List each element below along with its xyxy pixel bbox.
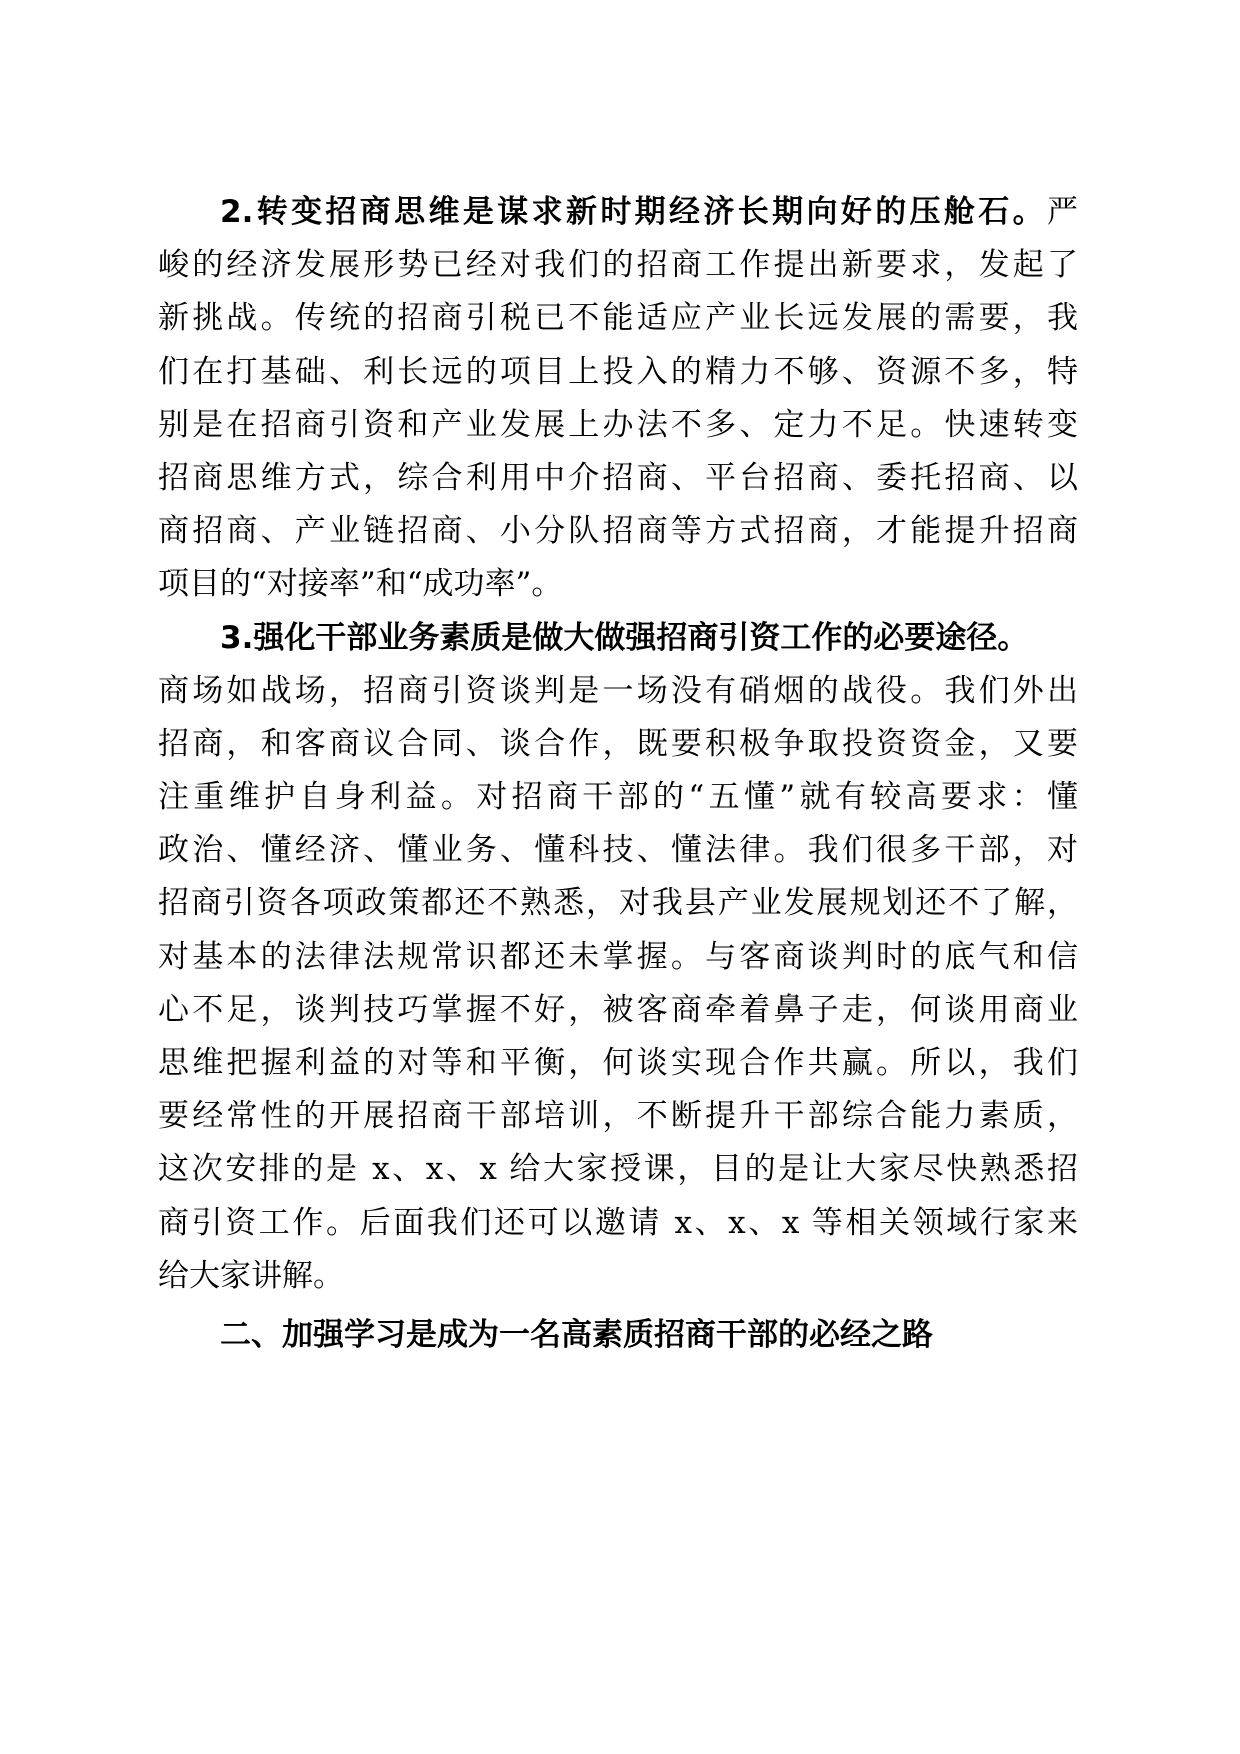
paragraph-3-line: 商引资工作。后面我们还可以邀请 x、x、x 等相关领域行家来 <box>158 1204 1078 1241</box>
paragraph-3-line: 心不足，谈判技巧掌握不好，被客商牵着鼻子走，何谈用商业 <box>158 991 1078 1028</box>
paragraph-3-line: 注重维护自身利益。对招商干部的“五懂”就有较高要求：懂 <box>158 779 1078 816</box>
paragraph-2-lead: 2.转变招商思维是谋求新时期经济长期向好的压舱石。 <box>220 194 1047 230</box>
paragraph-2-line: 项目的“对接率”和“成功率”。 <box>158 566 563 603</box>
paragraph-2-line: 新挑战。传统的招商引税已不能适应产业长远发展的需要，我 <box>158 300 1078 337</box>
paragraph-3-line: 对基本的法律法规常识都还未掌握。与客商谈判时的底气和信 <box>158 938 1078 975</box>
paragraph-3-line: 招商，和客商议合同、谈合作，既要积极争取投资资金，又要 <box>158 725 1078 762</box>
paragraph-3-line: 政治、懂经济、懂业务、懂科技、懂法律。我们很多干部，对 <box>158 832 1078 869</box>
paragraph-2-line: 峻的经济发展形势已经对我们的招商工作提出新要求，发起了 <box>158 247 1078 284</box>
paragraph-2-line: 商招商、产业链招商、小分队招商等方式招商，才能提升招商 <box>158 513 1078 550</box>
section-heading: 二、加强学习是成为一名高素质招商干部的必经之路 <box>220 1316 933 1353</box>
paragraph-2-line-1 <box>158 186 1078 239</box>
paragraph-3-line: 商场如战场，招商引资谈判是一场没有硝烟的战役。我们外出 <box>158 672 1078 709</box>
paragraph-3-line: 要经常性的开展招商干部培训，不断提升干部综合能力素质， <box>158 1098 1078 1135</box>
paragraph-2-line: 别是在招商引资和产业发展上办法不多、定力不足。快速转变 <box>158 406 1078 443</box>
paragraph-3-line-1 <box>158 612 1078 665</box>
document-body <box>158 186 1078 1362</box>
paragraph-3-line: 给大家讲解。 <box>158 1257 344 1294</box>
paragraph-3-lead: 3.强化干部业务素质是做大做强招商引资工作的必要途径。 <box>220 619 1029 656</box>
paragraph-2-line: 招商思维方式，综合利用中介招商、平台招商、委托招商、以 <box>158 459 1078 496</box>
paragraph-2-text: 严 <box>1047 194 1078 230</box>
paragraph-2-line: 们在打基础、利长远的项目上投入的精力不够、资源不多，特 <box>158 353 1078 390</box>
paragraph-3-line: 这次安排的是 x、x、x 给大家授课，目的是让大家尽快熟悉招 <box>158 1151 1078 1188</box>
paragraph-3-line: 思维把握利益的对等和平衡，何谈实现合作共赢。所以，我们 <box>158 1045 1078 1081</box>
paragraph-3-line: 招商引资各项政策都还不熟悉，对我县产业发展规划还不了解， <box>158 885 1078 922</box>
